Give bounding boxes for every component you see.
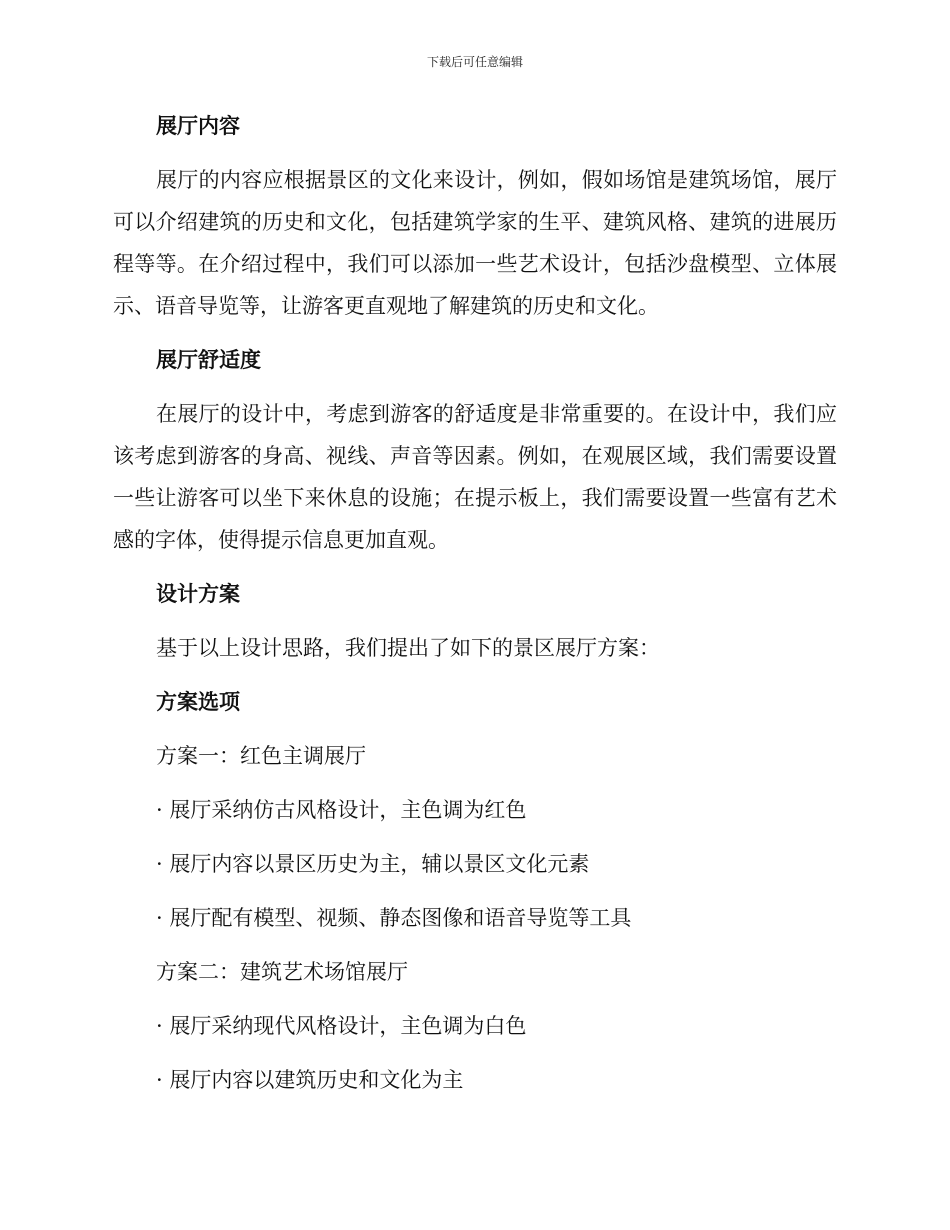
design-plan-intro: 基于以上设计思路，我们提出了如下的景区展厅方案：	[156, 636, 660, 660]
spacer	[113, 668, 837, 682]
document-body	[113, 106, 837, 1100]
spacer	[113, 884, 837, 898]
spacer	[113, 722, 837, 736]
heading-hall-comfort: 展厅舒适度	[156, 347, 261, 372]
spacer	[113, 380, 837, 393]
spacer	[113, 146, 837, 159]
heading-design-plan: 设计方案	[156, 581, 240, 606]
spacer	[113, 1046, 837, 1060]
heading-plan-options: 方案选项	[156, 689, 240, 714]
spacer	[113, 992, 837, 1006]
plan1-title: 方案一：红色主调展厅	[156, 744, 366, 768]
spacer	[113, 938, 837, 952]
paragraph-hall-comfort: 在展厅的设计中，考虑到游客的舒适度是非常重要的。在设计中，我们应该考虑到游客的身高、视线、声音等因素。例如，在观展区域，我们需要设置一些让游客可以坐下来休息的设施；在提示板上，我们需要设置一些富有艺术感的字体，使得提示信息更加直观。	[113, 402, 837, 552]
plan2-title: 方案二：建筑艺术场馆展厅	[156, 960, 408, 984]
spacer	[113, 561, 837, 574]
list-item: · 展厅内容以建筑历史和文化为主	[156, 1068, 464, 1092]
list-item: · 展厅配有模型、视频、静态图像和语音导览等工具	[156, 906, 632, 930]
heading-hall-content: 展厅内容	[156, 113, 240, 138]
list-item: · 展厅采纳仿古风格设计，主色调为红色	[156, 798, 527, 822]
page-header: 下载后可任意编辑	[426, 55, 523, 69]
list-item: · 展厅采纳现代风格设计，主色调为白色	[156, 1014, 527, 1038]
spacer	[113, 830, 837, 844]
paragraph-hall-content: 展厅的内容应根据景区的文化来设计，例如，假如场馆是建筑场馆，展厅可以介绍建筑的历史和文化，包括建筑学家的生平、建筑风格、建筑的进展历程等等。在介绍过程中，我们可以添加一些艺术设计，包括沙盘模型、立体展示、语音导览等，让游客更直观地了解建筑的历史和文化。	[113, 168, 837, 318]
spacer	[113, 776, 837, 790]
spacer	[113, 614, 837, 628]
spacer	[113, 327, 837, 340]
list-item: · 展厅内容以景区历史为主，辅以景区文化元素	[156, 852, 590, 876]
